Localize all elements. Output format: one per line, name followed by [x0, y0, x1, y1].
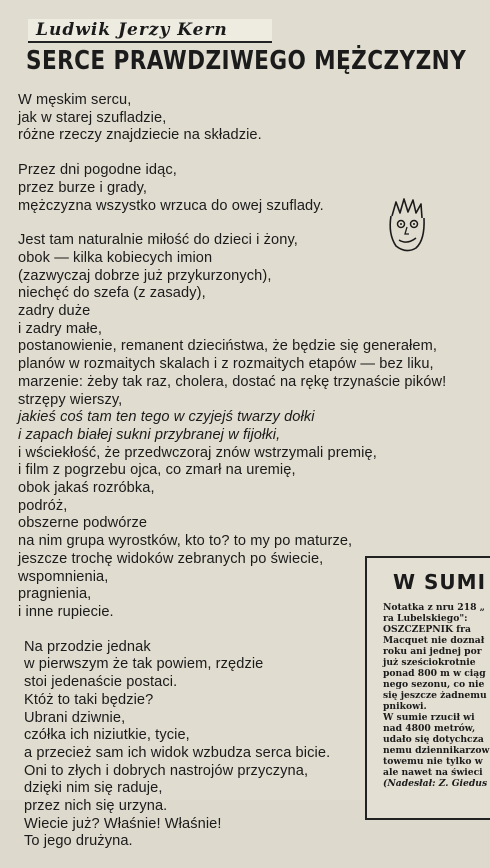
poem-line: a przecież sam ich widok wzbudza serca bicie. — [24, 744, 331, 761]
sidebar-box-line: ra Lubelskiego": — [383, 613, 468, 624]
poem-line: To jego drużyna. — [24, 833, 133, 850]
author-name: Ludwik Jerzy Kern — [36, 20, 228, 40]
poem-line: Na przodzie jednak — [24, 638, 151, 655]
poem-line: obok — kilka kobiecych imion — [18, 249, 213, 266]
sidebar-box-line: Notatka z nru 218 „ — [383, 602, 485, 613]
poem-line: Ubrani dziwnie, — [24, 709, 126, 726]
poem-line: w pierwszym że tak powiem, rzędzie — [24, 656, 264, 673]
sidebar-box-line: ale nawet na świeci — [383, 767, 483, 778]
poem-line: dzięki nim się raduje, — [24, 780, 163, 797]
sidebar-box-line: ponad 800 m w ciąg — [383, 668, 486, 679]
poem-line: strzępy wierszy, — [18, 391, 123, 408]
sidebar-box-line: już sześciokrotnie — [383, 657, 476, 668]
poem-line: W męskim sercu, — [18, 92, 132, 108]
poem-line: Oni to złych i dobrych nastrojów przyczyna, — [24, 762, 309, 779]
poem-line: Przez dni pogodne idąc, — [18, 162, 177, 179]
poem-line: Wiecie już? Właśnie! Właśnie! — [24, 815, 222, 832]
poem-line: stoi jedenaście postaci. — [24, 674, 178, 691]
poem-line: przez burze i grady, — [18, 179, 148, 196]
poem-line: podróż, — [18, 497, 68, 514]
poem-line: niechęć do szefa (z zasady), — [18, 285, 206, 302]
poem-line: (zazwyczaj dobrze już przykurzonych), — [18, 267, 272, 284]
poem-line: mężczyzna wszystko wrzuca do owej szuflady. — [18, 197, 324, 214]
sidebar-box-title: W SUMI — [393, 570, 487, 594]
poem-line: i film z pogrzebu ojca, co zmarł na uremię, — [18, 462, 296, 479]
sidebar-box-line: nego sezonu, co nie — [383, 679, 485, 690]
poem-line: pragnienia, — [18, 586, 92, 603]
sidebar-news-box — [365, 556, 490, 820]
poem-line: i zadry małe, — [18, 320, 103, 337]
poem-line: Któż to taki będzie? — [24, 691, 154, 708]
poem-line: obszerne podwórze — [18, 515, 148, 532]
sidebar-box-line: udało się dotychcza — [383, 734, 484, 745]
sidebar-box-text — [383, 602, 490, 789]
poem-line: jakieś coś tam ten tego w czyjejś twarzy dołki — [18, 409, 315, 426]
poem-stanza — [18, 92, 488, 145]
poem-line: wspomnienia, — [18, 568, 109, 585]
sidebar-box-line: Macquet nie doznał — [383, 635, 485, 646]
sidebar-box-line: się jeszcze żadnemu — [383, 690, 487, 701]
sidebar-box-line: nad 4800 metrów, — [383, 723, 476, 734]
sidebar-box-line: (Nadesłał: Z. Giedus — [383, 778, 488, 789]
cartoon-face-icon — [384, 196, 430, 256]
sidebar-box-line: towemu nie tylko w — [383, 756, 483, 767]
sidebar-box-line: OSZCZEPNIK fra — [383, 624, 471, 635]
poem-line: obok jakaś rozróbka, — [18, 480, 155, 497]
poem-title: SERCE PRAWDZIWEGO MĘŻCZYZNY — [26, 46, 467, 76]
poem-line: marzenie: żeby tak raz, cholera, dostać na rękę trzynaście pików! — [18, 373, 447, 390]
sidebar-box-line: roku ani jednej por — [383, 646, 482, 657]
poem-line: i wściekłość, że przedwczoraj znów wstrzymali premię, — [18, 444, 377, 461]
poem-line: planów w rozmaitych skalach i z rozmaitych etapów — bez liku, — [18, 356, 434, 373]
poem-line: jeszcze trochę widoków zebranych po świecie, — [18, 550, 324, 567]
sidebar-box-line: nemu dziennikarzow — [383, 745, 490, 756]
poem-line: jak w starej szufladzie, — [18, 109, 167, 126]
poem-line: postanowienie, remanent dzieciństwa, że będzie się generałem, — [18, 338, 438, 355]
poem-line: czółka ich niziutkie, tycie, — [24, 727, 190, 744]
poem-line: i zapach białej sukni przybranej w fijołki, — [18, 426, 281, 443]
poem-line: różne rzeczy znajdziecie na składzie. — [18, 127, 262, 144]
poem-line: i inne rupiecie. — [18, 603, 114, 620]
poem-line: Jest tam naturalnie miłość do dzieci i żony, — [18, 232, 298, 249]
poem-line: przez nich się urzyna. — [24, 798, 168, 815]
poem-line: zadry duże — [18, 303, 91, 320]
poem-line: na nim grupa wyrostków, kto to? to my po maturze, — [18, 533, 353, 550]
sidebar-box-line: W sumie rzucił wi — [383, 712, 475, 723]
sidebar-box-line: pnikowi. — [383, 701, 427, 712]
